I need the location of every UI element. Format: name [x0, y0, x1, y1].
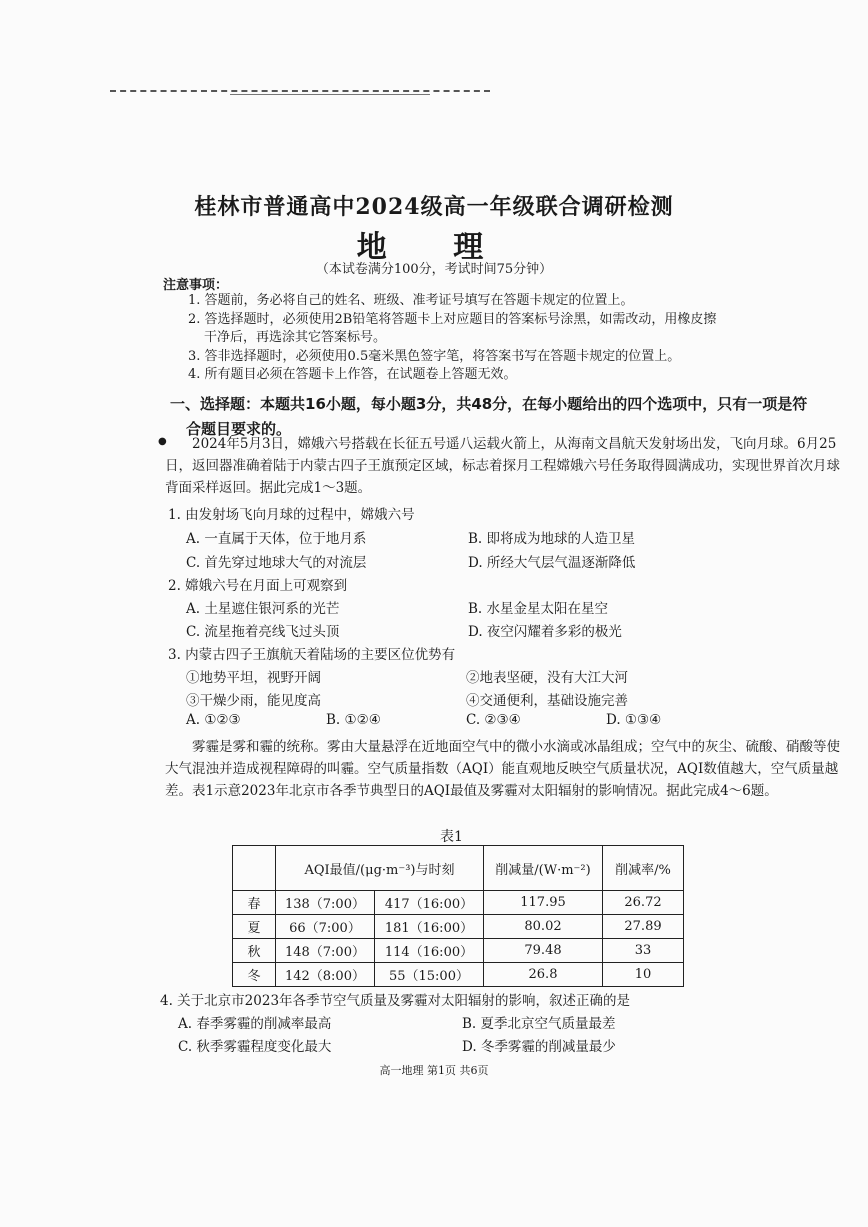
notice-item: 2. 答选择题时，必须使用2B铅笔将答题卡上对应题目的答案标号涂黑，如需改动，用橡皮擦	[188, 312, 717, 327]
table-cell: 10	[603, 963, 684, 987]
passage-1: 2024年5月3日，嫦娥六号搭载在长征五号遥八运载火箭上，从海南文昌航天发射场出发，飞向月球。6月25日，返回器准确着陆于内蒙古四子王旗预定区域，标志着探月工程嫦娥六号任务取得圆满成功，实现世界首次月球背面采样返回。据此完成1～3题。	[165, 436, 840, 496]
notice-item: 干净后，再选涂其它答案标号。	[204, 330, 387, 345]
table-cell: 114（16:00）	[374, 939, 483, 963]
exam-info: （本试卷满分100分，考试时间75分钟）	[315, 262, 553, 277]
notice-item: 1. 答题前，务必将自己的姓名、班级、准考证号填写在答题卡规定的位置上。	[188, 293, 634, 308]
option: B. ①②④	[326, 712, 381, 728]
table-cell: 417（16:00）	[374, 891, 483, 915]
option: B. 即将成为地球的人造卫星	[468, 531, 636, 547]
table-cell: 138（7:00）	[276, 891, 375, 915]
data-table	[232, 845, 684, 987]
table-cell: 冬	[233, 963, 276, 987]
table-cell: 33	[603, 939, 684, 963]
table-cell: 142（8:00）	[276, 963, 375, 987]
question-stem: 2. 嫦娥六号在月面上可观察到	[168, 578, 348, 594]
table-cell: 26.8	[484, 963, 603, 987]
question-stem: 4. 关于北京市2023年各季节空气质量及雾霾对太阳辐射的影响，叙述正确的是	[160, 993, 631, 1009]
option: C. 流星拖着亮线飞过头顶	[186, 624, 340, 640]
table-header-cell	[233, 846, 276, 891]
table-row	[233, 939, 684, 963]
table-cell: 夏	[233, 915, 276, 939]
statement: ②地表坚硬，没有大江大河	[466, 670, 628, 686]
statement: ③干燥少雨，能见度高	[186, 693, 321, 709]
table-cell: 55（15:00）	[374, 963, 483, 987]
statement: ④交通便利，基础设施完善	[466, 693, 628, 709]
option: C. 秋季雾霾程度变化最大	[178, 1039, 332, 1055]
option: D. 夜空闪耀着多彩的极光	[468, 624, 622, 640]
table-cell: 春	[233, 891, 276, 915]
table-row	[233, 963, 684, 987]
option: D. 冬季雾霾的削减量最少	[462, 1039, 616, 1055]
scan-artifact-line	[110, 90, 490, 92]
option: A. 土星遮住银河系的光芒	[186, 601, 340, 617]
option: C. ②③④	[466, 712, 521, 728]
option: D. ①③④	[606, 712, 662, 728]
option: C. 首先穿过地球大气的对流层	[186, 555, 367, 571]
section-line: 一、选择题：本题共16小题，每小题3分，共48分，在每小题给出的四个选项中，只有一项是符	[170, 395, 808, 413]
question-stem: 3. 内蒙古四子王旗航天着陆场的主要区位优势有	[168, 647, 456, 663]
scan-artifact-line	[230, 94, 430, 95]
notice-item: 3. 答非选择题时，必须使用0.5毫米黑色签字笔，将答案书写在答题卡规定的位置上。	[188, 349, 681, 364]
option: B. 水星金星太阳在星空	[468, 601, 609, 617]
option: B. 夏季北京空气质量最差	[462, 1016, 616, 1032]
table-header-row	[233, 846, 684, 891]
table-cell: 26.72	[603, 891, 684, 915]
table-cell: 181（16:00）	[374, 915, 483, 939]
table-cell: 148（7:00）	[276, 939, 375, 963]
table-header-cell: 削减率/%	[603, 846, 684, 891]
bullet-dot-icon: ●	[158, 436, 167, 447]
option: A. 春季雾霾的削减率最高	[178, 1016, 332, 1032]
statement: ①地势平坦，视野开阔	[186, 670, 321, 686]
notice-heading: 注意事项：	[163, 278, 229, 293]
table-cell: 27.89	[603, 915, 684, 939]
table-header-cell: 削减量/(W·m⁻²)	[484, 846, 603, 891]
table-row	[233, 915, 684, 939]
page-footer: 高一地理 第1页 共6页	[379, 1064, 489, 1077]
option: D. 所经大气层气温逐渐降低	[468, 555, 636, 571]
passage-2: 雾霾是雾和霾的统称。雾由大量悬浮在近地面空气中的微小水滴或冰晶组成；空气中的灰尘、硫酸、硝酸等使大气混浊并造成视程障碍的叫霾。空气质量指数（AQI）能直观地反映空气质量状况，AQI数值越大，空气质量越差。表1示意2023年北京市各季节典型日的AQI最值及雾霾对太阳辐射的影响情况。据此完成4～6题。	[165, 739, 840, 799]
table-cell: 79.48	[484, 939, 603, 963]
exam-title: 桂林市普通高中2024级高一年级联合调研检测	[194, 194, 674, 220]
notice-item: 4. 所有题目必须在答题卡上作答，在试题卷上答题无效。	[188, 367, 517, 382]
table-cell: 80.02	[484, 915, 603, 939]
table-cell: 66（7:00）	[276, 915, 375, 939]
table-row	[233, 891, 684, 915]
option: A. ①②③	[186, 712, 241, 728]
table-cell: 117.95	[484, 891, 603, 915]
table-header-cell: AQI最值/(μg·m⁻³)与时刻	[276, 846, 484, 891]
section-line: 合题目要求的。	[186, 420, 292, 438]
table-caption: 表1	[440, 829, 463, 845]
question-stem: 1. 由发射场飞向月球的过程中，嫦娥六号	[168, 507, 415, 523]
subject-title: 地 理	[356, 230, 512, 265]
option: A. 一直属于天体，位于地月系	[186, 531, 367, 547]
table-cell: 秋	[233, 939, 276, 963]
